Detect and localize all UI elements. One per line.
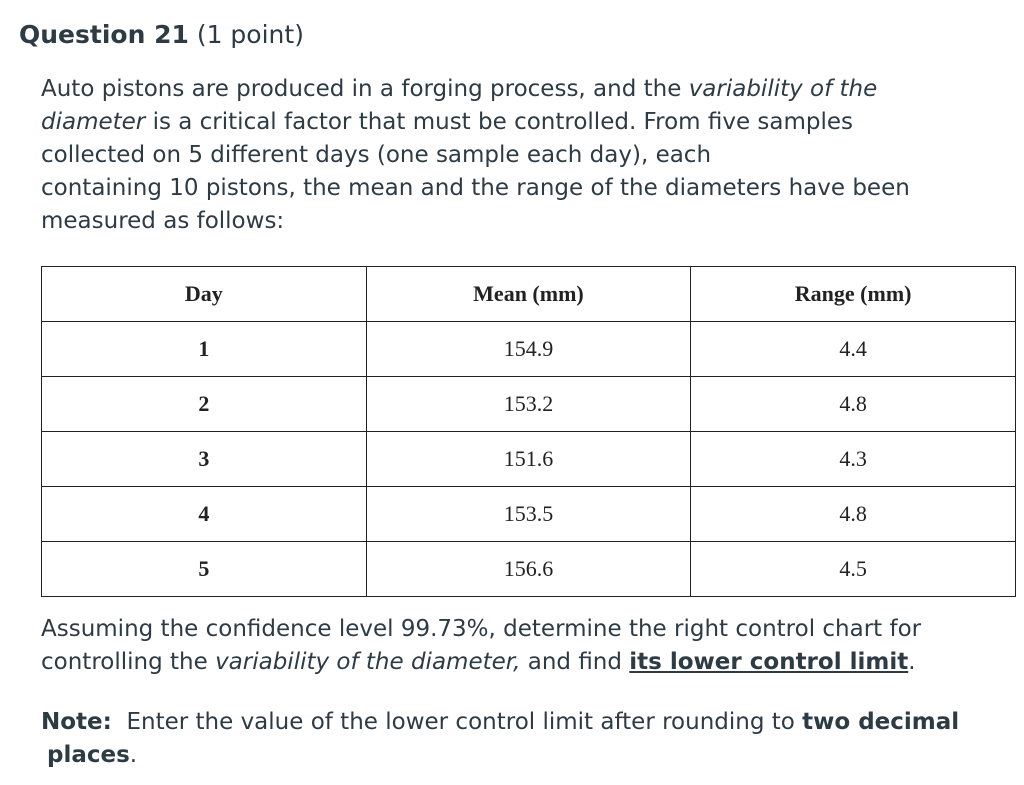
prompt-emphasis: variability of the diameter, <box>215 649 521 675</box>
cell-range: 4.3 <box>691 432 1016 487</box>
prompt-period: . <box>908 649 916 675</box>
cell-day: 4 <box>42 487 367 542</box>
question-intro <box>41 73 1001 238</box>
table-row <box>42 542 1016 597</box>
intro-emphasis-1: variability of the <box>688 76 878 102</box>
note-block <box>41 706 1016 772</box>
intro-text-2: is a critical factor that must be controlled. From five samples <box>145 109 854 135</box>
table-header-row <box>42 267 1016 322</box>
note-bold-2: places <box>47 742 130 768</box>
intro-text-1: Auto pistons are produced in a forging process, and the <box>41 76 689 102</box>
prompt-text-2b: and find <box>520 649 630 675</box>
table-row <box>42 322 1016 377</box>
table-row <box>42 377 1016 432</box>
question-title: Question 21 <box>19 20 189 49</box>
intro-line-5: measured as follows: <box>41 208 285 234</box>
question-header <box>19 18 304 52</box>
intro-line-4: containing 10 pistons, the mean and the range of the diameters have been <box>41 175 910 201</box>
note-line-2 <box>41 739 1016 772</box>
cell-day: 2 <box>42 377 367 432</box>
prompt-text-2a: controlling the <box>41 649 216 675</box>
prompt-line-1: Assuming the confidence level 99.73%, determine the right control chart for <box>41 616 922 642</box>
question-prompt <box>41 613 1011 679</box>
cell-day: 1 <box>42 322 367 377</box>
note-bold: two decimal <box>802 709 960 735</box>
cell-day: 5 <box>42 542 367 597</box>
cell-range: 4.8 <box>691 487 1016 542</box>
table-row <box>42 487 1016 542</box>
header-range: Range (mm) <box>691 267 1016 322</box>
question-points: (1 point) <box>196 20 304 49</box>
intro-emphasis-2: diameter <box>41 109 146 135</box>
cell-range: 4.8 <box>691 377 1016 432</box>
prompt-line-2 <box>41 646 1011 679</box>
intro-line-1 <box>41 73 1001 106</box>
header-mean: Mean (mm) <box>366 267 691 322</box>
cell-day: 3 <box>42 432 367 487</box>
intro-line-2 <box>41 106 1001 139</box>
cell-mean: 154.9 <box>366 322 691 377</box>
cell-mean: 156.6 <box>366 542 691 597</box>
note-label: Note: <box>41 709 112 735</box>
note-line-1 <box>41 706 1016 739</box>
intro-line-3: collected on 5 different days (one sample each day), each <box>41 142 712 168</box>
cell-mean: 153.5 <box>366 487 691 542</box>
cell-mean: 151.6 <box>366 432 691 487</box>
prompt-underlined: its lower control limit <box>629 649 909 675</box>
cell-range: 4.4 <box>691 322 1016 377</box>
note-text: Enter the value of the lower control limit after rounding to <box>111 709 803 735</box>
header-day: Day <box>42 267 367 322</box>
note-period: . <box>129 742 138 768</box>
cell-mean: 153.2 <box>366 377 691 432</box>
cell-range: 4.5 <box>691 542 1016 597</box>
table-row <box>42 432 1016 487</box>
measurements-table <box>41 266 1016 597</box>
